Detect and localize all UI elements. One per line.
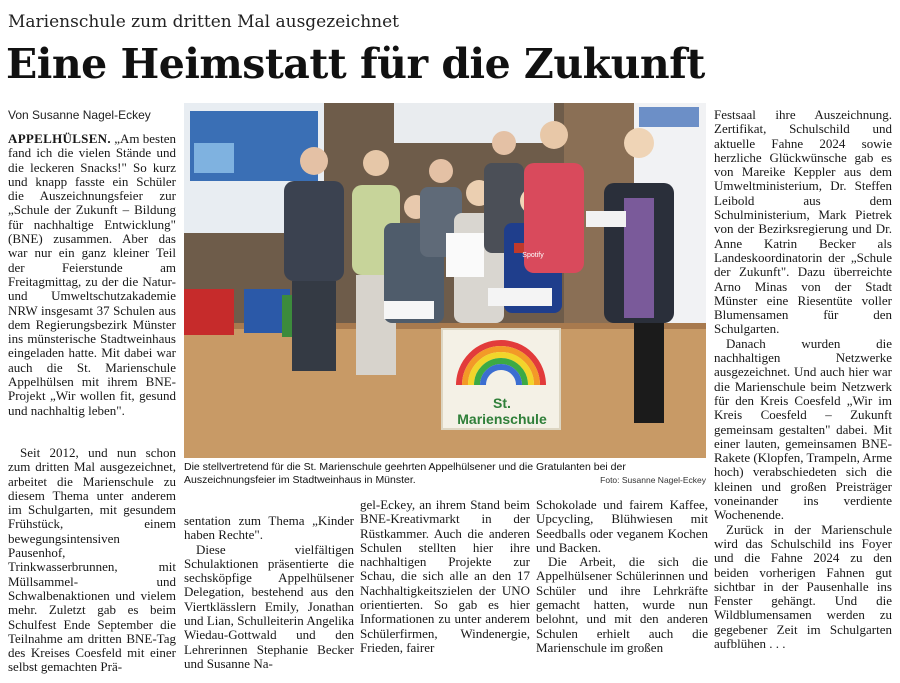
article-column-1-continued	[8, 446, 176, 675]
paragraph-text: „Am besten fand ich die vielen Stände und die leckeren Snacks!" So kurz und knapp fasste ein Schüler die Auszeichnungsfeier zur „Schule der Zukunft – Bildung für nachhaltige Entwicklung" (BNE) zusammen. Aber das war nur ein ganz kleiner Teil der Feierstunde am Freitagmittag, zu der die Natur- und Umweltschutzakademie NRW insgesamt 37 Schulen aus dem Regierungsbezirk Münster ins münsterische Stadtweinhaus eingeladen hatte. Mit dabei war auch die St. Marienschule Appelhülsen mit ihrem BNE-Projekt „Wir wollen fit, gesund und nachhaltig leben".	[8, 131, 176, 418]
article-headline: Eine Heimstatt für die Zukunft	[6, 40, 705, 88]
paragraph: Diese vielfältigen Schulaktionen präsentierte die sechsköpfige Appelhülsener Delegation, bestehend aus den Viertklässlern Emily, Jonathan und Lian, Schulleiterin Angelika Wiedau-Gottwald und den Lehrerinnen Stephanie Becker und Susanne Na-	[184, 541, 354, 671]
jersey-lettering: Spotify	[522, 252, 544, 259]
article-column-1	[8, 132, 176, 418]
photo-credit: Foto: Susanne Nagel-Eckey	[600, 475, 706, 485]
photo-caption	[184, 461, 706, 487]
poster-lettering: St. Marienschule	[457, 395, 547, 427]
article-column-3	[360, 498, 530, 655]
article-kicker: Marienschule zum dritten Mal ausgezeichnet	[8, 12, 400, 32]
article-photo	[184, 103, 706, 458]
article-column-4	[536, 498, 708, 655]
paragraph: Die Arbeit, die sich die Appelhülsener Schülerinnen und Schüler und ihre Lehrkräfte gemacht hatten, wurde nun belohnt, und mit den anderen Schulen erhielt auch die Marienschule im großen	[536, 554, 708, 655]
caption-text: Die stellvertretend für die St. Marienschule geehrten Appelhülsener und die Gratulanten bei der Auszeichnungsfeier im Stadtweinhaus in Münster.	[184, 461, 626, 486]
article-column-5	[714, 108, 892, 651]
paragraph: Zurück in der Marienschule wird das Schulschild ins Foyer und die Fahne 2024 zu den beiden vorherigen Fahnen gut sichtbar in der Pausenhalle ins Fenster gehängt. Und die Wildblumensamen werden zu gegebener Zeit im Schulgarten aufblühen . . .	[714, 521, 892, 651]
paragraph: Festsaal ihre Auszeichnung. Zertifikat, Schulschild und aktuelle Fahne 2024 sowie herzliche Glückwünsche gab es von Mareike Keppler aus dem Umweltministerium, Dr. Steffen Leibold aus dem Schulministerium, Mark Pietrek von der Bezirksregierung und Dr. Anne Katrin Becker als Landeskoordinatorin der „Schule der Zukunft". Dazu überreichte Arno Minas von der Stadt Münster eine Riesentüte voller Blumensamen für den Schulgarten.	[714, 107, 892, 337]
paragraph: Danach wurden die nachhaltigen Netzwerke ausgezeichnet. Und auch hier war die Marienschule beim Netzwerk für den Kreis Coesfeld „Wir im Kreis Coesfeld – Zukunft gemeinsam gestalten" dabei. Mit einer lauten, gemeinsamen BNE-Rakete (Klopfen, Trampeln, Arme hoch) verabschiedeten sich die kleinen und großen Preisträger voneinander ins verdiente Wochenende.	[714, 335, 892, 523]
article-byline: Von Susanne Nagel-Eckey	[8, 108, 151, 122]
paragraph: Schokolade und fairem Kaffee, Upcycling, Blühwiesen mit Seedballs oder veganem Kochen und Backen.	[536, 497, 708, 555]
article-column-2	[184, 514, 354, 671]
paragraph: Seit 2012, und nun schon zum dritten Mal ausgezeichnet, arbeitet die Marienschule zu diesem Thema unter anderem im Schulgarten, mit gesundem Frühstück, einem bewegungsintensiven Pausenhof, Trinkwasserbrunnen, mit Müllsammel- und Schwalbenaktionen und vielem mehr. Zuletzt gab es beim Schulfest Ende September die Teilnahme am dritten BNE-Tag des Kreises Coesfeld mit einer selbst gemachten Prä-	[8, 445, 176, 675]
paragraph: sentation zum Thema „Kinder haben Rechte".	[184, 513, 354, 543]
paragraph: gel-Eckey, an ihrem Stand beim BNE-Kreativmarkt in der Rüstkammer. Auch die anderen Schulen stellten hier ihre nachhaltigen Projekte zur Schau, die sich alle an den 17 Nachhaltigkeitszielen der UNO orientierten. So gab es hier Informationen zu unter anderem Schülerfirmen, Windenergie, Frieden, fairer	[360, 497, 530, 655]
dateline: APPELHÜLSEN.	[8, 131, 111, 146]
paragraph-intro	[8, 132, 176, 418]
